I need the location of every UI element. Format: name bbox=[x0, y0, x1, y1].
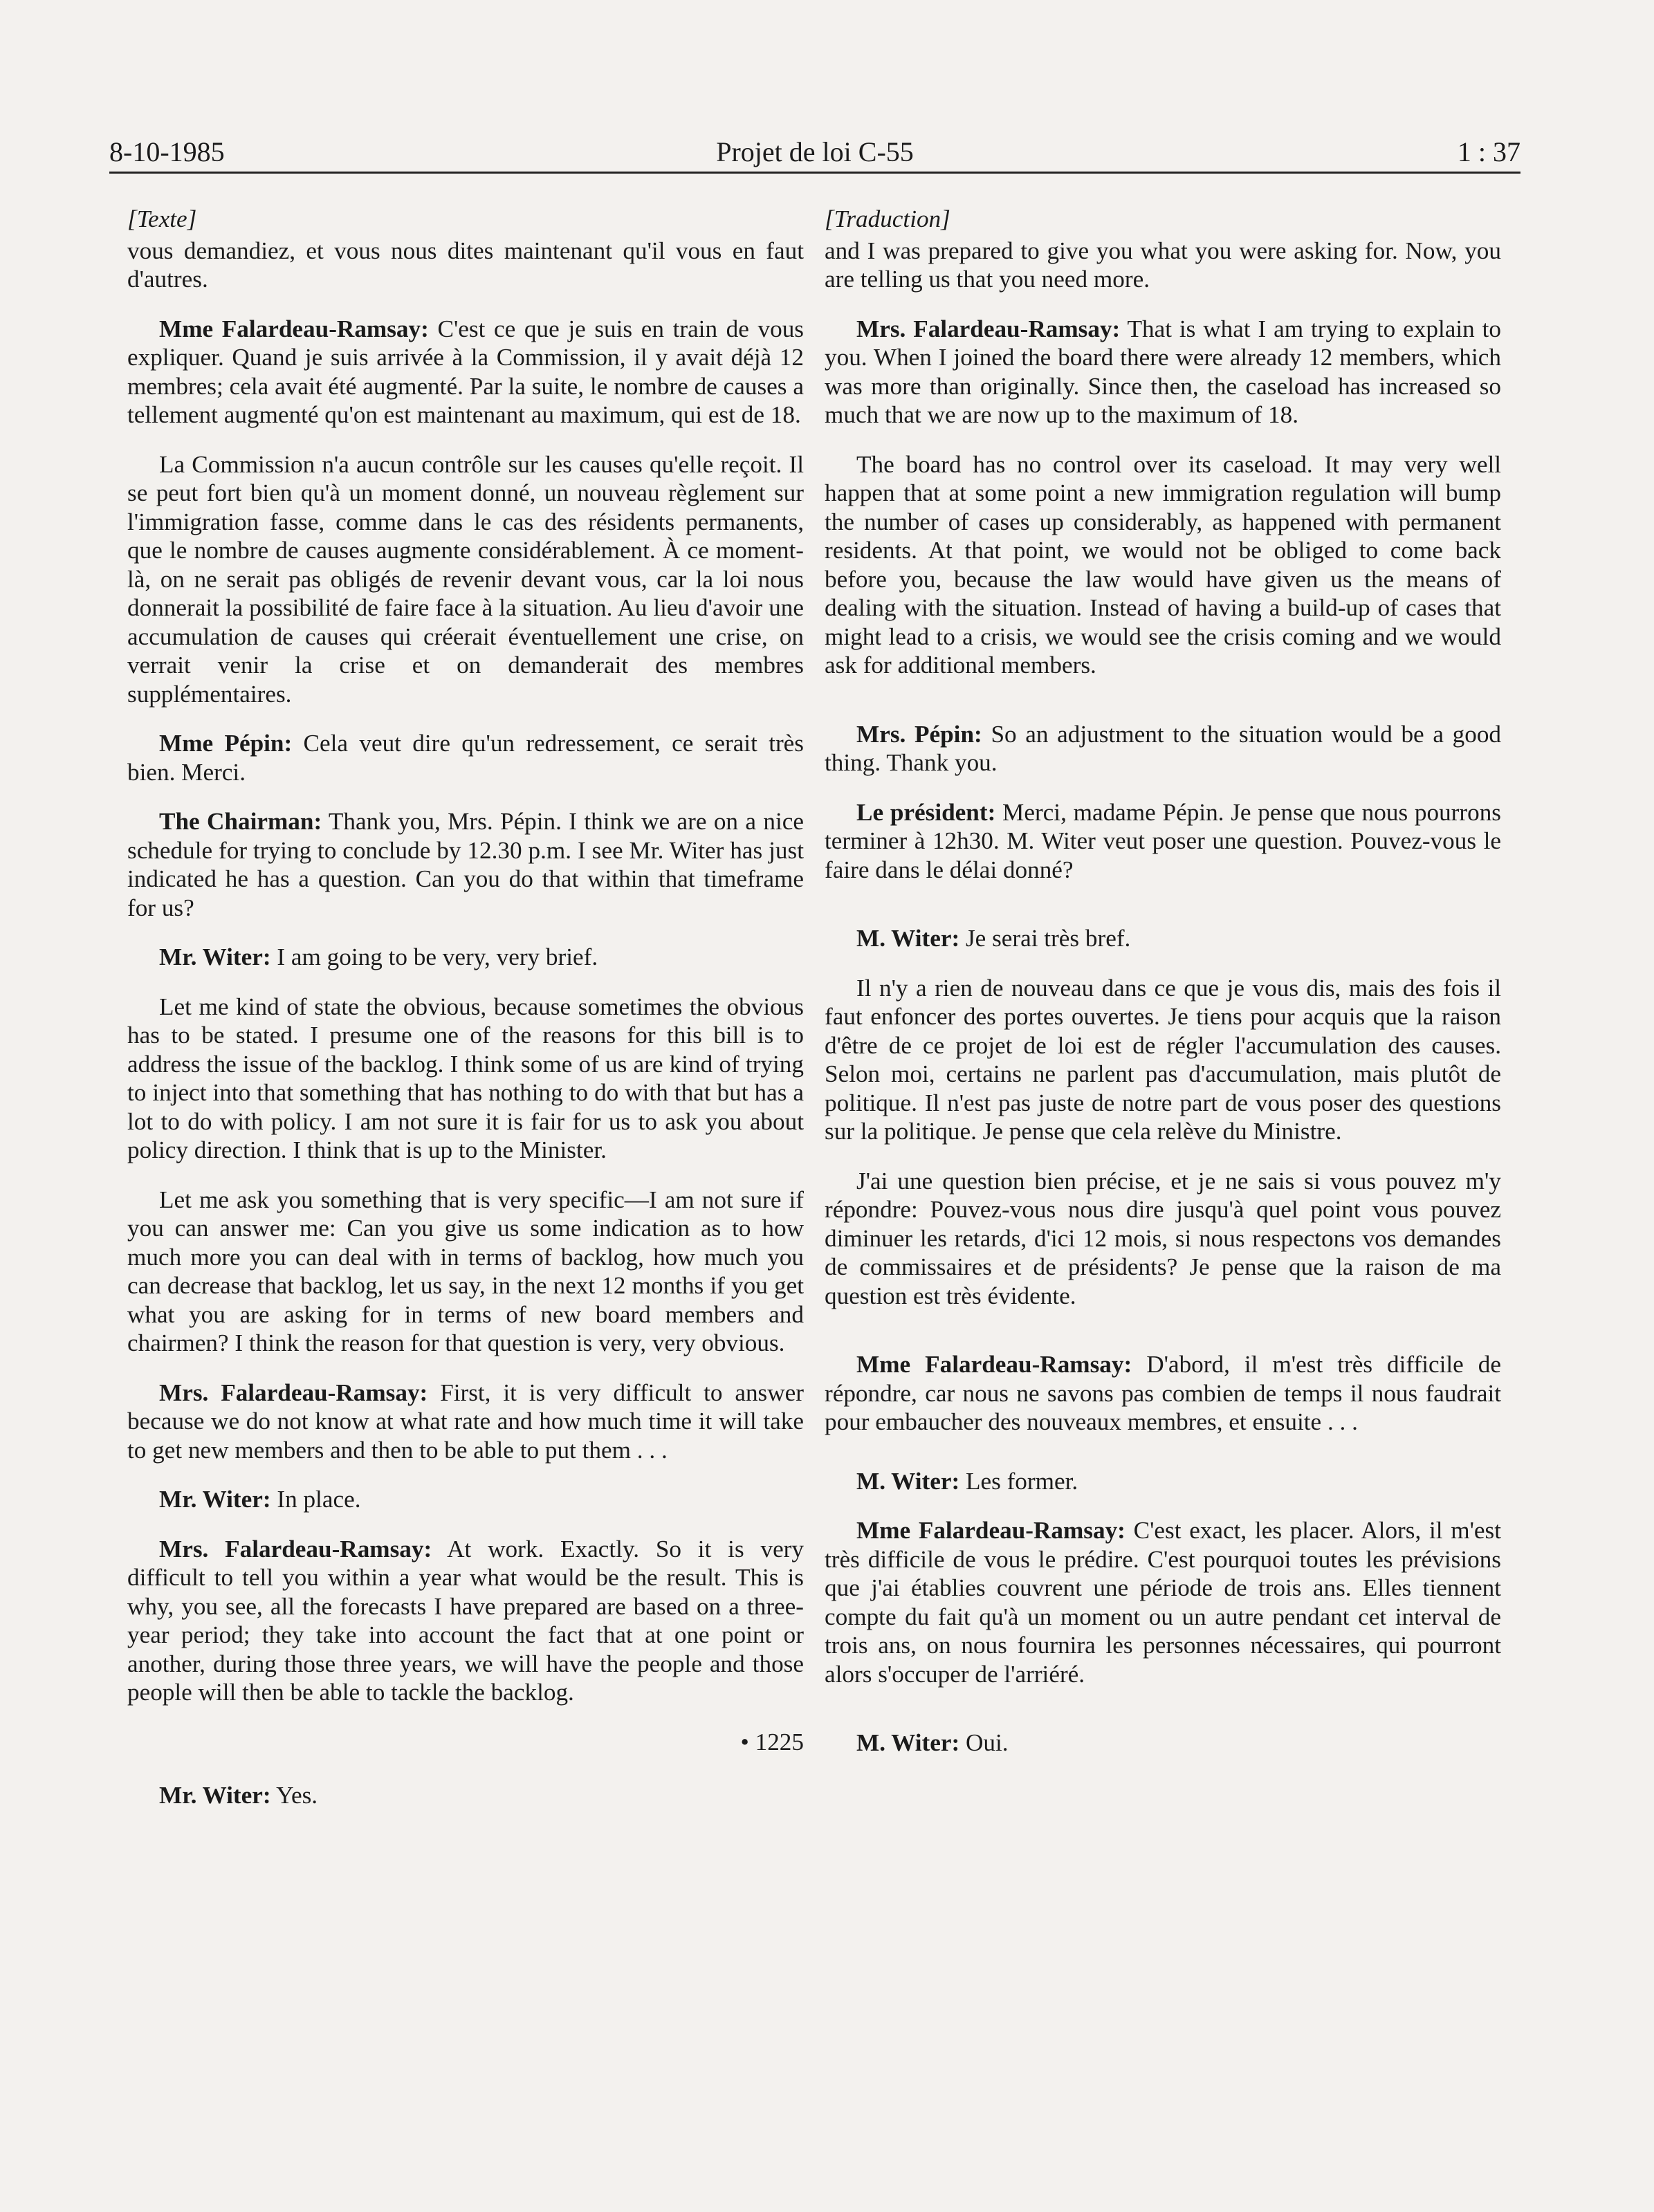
speaker-paragraph bbox=[825, 315, 1501, 430]
paragraph: Let me ask you something that is very specific—I am not sure if you can answer me: Can you give us some indication as to how much more you can deal with in terms of backlog, how much you can decrease that backlog, let us say, in the next 12 months if you get what you are asking for in terms of new board members and chairmen? I think the reason for that question is very, very obvious. bbox=[127, 1186, 804, 1356]
speaker-name: Mrs. Falardeau-Ramsay: bbox=[159, 1535, 432, 1563]
speaker-paragraph bbox=[127, 729, 804, 786]
speech-text: So an adjustment to the situation would be a good thing. Thank you. bbox=[825, 720, 1502, 776]
speech-text: Thank you, Mrs. Pépin. I think we are on a nice schedule for trying to conclude by 12.30 p.m. I see Mr. Witer has just indicated he has a question. Can you do that within that timeframe for us? bbox=[127, 808, 804, 921]
column-label: [Traduction] bbox=[825, 205, 950, 232]
speaker-name: M. Witer: bbox=[856, 925, 960, 952]
header-page-number: 1 : 37 bbox=[1457, 136, 1520, 167]
speaker-paragraph bbox=[825, 1729, 1501, 1758]
time-marker: • 1225 bbox=[740, 1728, 804, 1755]
speech-text: Cela veut dire qu'un redressement, ce serait très bien. Merci. bbox=[127, 730, 804, 786]
speaker-paragraph bbox=[127, 315, 804, 430]
speaker-name: Mrs. Pépin: bbox=[856, 720, 982, 748]
speech-text: D'abord, il m'est très difficile de répondre, car nous ne savons pas combien de temps il nous faudrait pour embaucher des nouveaux membres, et ensuite . . . bbox=[825, 1351, 1501, 1435]
paragraph: Let me kind of state the obvious, because sometimes the obvious has to be stated. I presume one of the reasons for this bill is to address the issue of the backlog. I think some of us are kind of trying to inject into that something that has nothing to do with that but has a lot to do with policy. I am not sure it is fair for us to ask you about policy direction. I think that is up to the Minister. bbox=[127, 993, 804, 1163]
speech-text: I am going to be very, very brief. bbox=[277, 943, 598, 970]
header-title: Projet de loi C-55 bbox=[716, 136, 914, 167]
speech-text: C'est exact, les placer. Alors, il m'est très difficile de vous le prédire. C'est pourquoi toutes les prévisions que j'ai établies couvrent une période de trois ans. Elles tiennent compte du fait qu'à un moment ou un autre pendant cet interval de trois ans, on nous fournira les personnes nécessaires, qui pourront alors s'occuper de l'arriéré. bbox=[825, 1517, 1502, 1688]
speaker-name: Mrs. Falardeau-Ramsay: bbox=[159, 1379, 428, 1406]
speech-text: Merci, madame Pépin. Je pense que nous pourrons terminer à 12h30. M. Witer veut poser une question. Pouvez-vous le faire dans le délai donné? bbox=[825, 798, 1501, 883]
speech-text: C'est ce que je suis en train de vous expliquer. Quand je suis arrivée à la Commission, il y avait déjà 12 membres; cela avait été augmenté. Par la suite, le nombre de causes a tellement augmenté qu'on est maintenant au maximum, qui est de 18. bbox=[127, 315, 805, 428]
paragraph: Il n'y a rien de nouveau dans ce que je vous dis, mais des fois il faut enfoncer des portes ouvertes. Je tiens pour acquis que la raison d'être de ce projet de loi est de régler l'accumulation des causes. Selon moi, certains ne parlent pas d'accumulation, mais plutôt de politique. Il n'est pas juste de notre part de vous poser des questions sur la politique. Je pense que cela relève du Ministre. bbox=[825, 974, 1501, 1145]
header-date: 8-10-1985 bbox=[109, 136, 225, 167]
speaker-name: Mme Falardeau-Ramsay: bbox=[856, 1351, 1132, 1378]
speaker-name: Mme Pépin: bbox=[159, 730, 293, 757]
speech-text: That is what I am trying to explain to you. When I joined the board there were already 12 members, which was more than originally. Since then, the caseload has increased so much that we are now up to the maximum of 18. bbox=[825, 315, 1501, 428]
speaker-name: M. Witer: bbox=[856, 1729, 960, 1756]
speech-text: Les former. bbox=[965, 1467, 1078, 1495]
page-header bbox=[109, 123, 1520, 174]
speaker-name: M. Witer: bbox=[856, 1467, 960, 1495]
speaker-name: Mr. Witer: bbox=[159, 1782, 271, 1809]
speaker-paragraph bbox=[127, 943, 804, 972]
speaker-paragraph bbox=[825, 1350, 1501, 1437]
speaker-name: Mme Falardeau-Ramsay: bbox=[856, 1517, 1125, 1544]
paragraph: and I was prepared to give you what you were asking for. Now, you are telling us that you need more. bbox=[825, 237, 1501, 293]
paragraph: La Commission n'a aucun contrôle sur les causes qu'elle reçoit. Il se peut fort bien qu'à un moment donné, un nouveau règlement sur l'immigration fasse, comme dans le cas des résidents permanents, que le nombre de causes augmente considérablement. À ce moment-là, on ne serait pas obligés de revenir devant vous, car la loi nous donnerait la possibilité de faire face à la situation. Au lieu d'avoir une accumulation de causes qui créerait éventuellement une crise, on verrait venir la crise et on demanderait des membres supplémentaires. bbox=[127, 450, 804, 708]
speech-text: At work. Exactly. So it is very difficult to tell you within a year what would be the result. This is why, you see, all the forecasts I have prepared are based on a three-year period; they take into account the fact that at one point or another, during those three years, we will have the people and those people will then be able to tackle the backlog. bbox=[127, 1535, 804, 1706]
paragraph: vous demandiez, et vous nous dites maintenant qu'il vous en faut d'autres. bbox=[127, 237, 804, 293]
speaker-paragraph bbox=[825, 1516, 1501, 1688]
speaker-name: The Chairman: bbox=[159, 808, 322, 835]
left-column-french bbox=[127, 205, 804, 1831]
paragraph: The board has no control over its caseload. It may very well happen that at some point a new immigration regulation will bump the number of cases up considerably, as happened with permanent residents. At that point, we would not be obliged to come back before you, because the law would have given us the means of dealing with the situation. Instead of having a build-up of cases that might lead to a crisis, we would see the crisis coming and we would ask for additional members. bbox=[825, 450, 1501, 679]
speaker-name: Mr. Witer: bbox=[159, 1486, 271, 1513]
speaker-paragraph bbox=[127, 1781, 804, 1810]
speaker-name: Mme Falardeau-Ramsay: bbox=[159, 315, 429, 342]
speech-text: First, it is very difficult to answer because we do not know at what rate and how much time it will take to get new members and then to be able to put them . . . bbox=[127, 1379, 804, 1464]
speech-text: Yes. bbox=[276, 1782, 318, 1809]
speech-text: Je serai très bref. bbox=[965, 925, 1131, 952]
paragraph: J'ai une question bien précise, et je ne sais si vous pouvez m'y répondre: Pouvez-vous nous dire jusqu'à quel point vous pouvez diminuer les retards, d'ici 12 mois, si nous respectons vos demandes de commissaires et de présidents? Je pense que la raison de ma question est très évidente. bbox=[825, 1167, 1501, 1309]
column-label: [Texte] bbox=[127, 205, 197, 232]
speaker-paragraph bbox=[825, 720, 1501, 777]
speaker-name: Mrs. Falardeau-Ramsay: bbox=[856, 315, 1121, 342]
speaker-paragraph bbox=[825, 798, 1501, 885]
speaker-paragraph bbox=[127, 807, 804, 922]
speech-text: In place. bbox=[277, 1486, 361, 1513]
speaker-paragraph bbox=[127, 1535, 804, 1707]
speaker-paragraph bbox=[825, 1467, 1501, 1496]
speaker-paragraph bbox=[127, 1379, 804, 1465]
speaker-paragraph bbox=[825, 924, 1501, 953]
speaker-paragraph bbox=[127, 1485, 804, 1514]
right-column-english bbox=[825, 205, 1501, 1778]
speech-text: Oui. bbox=[965, 1729, 1009, 1756]
speaker-name: Le président: bbox=[856, 798, 996, 826]
speaker-name: Mr. Witer: bbox=[159, 943, 271, 970]
